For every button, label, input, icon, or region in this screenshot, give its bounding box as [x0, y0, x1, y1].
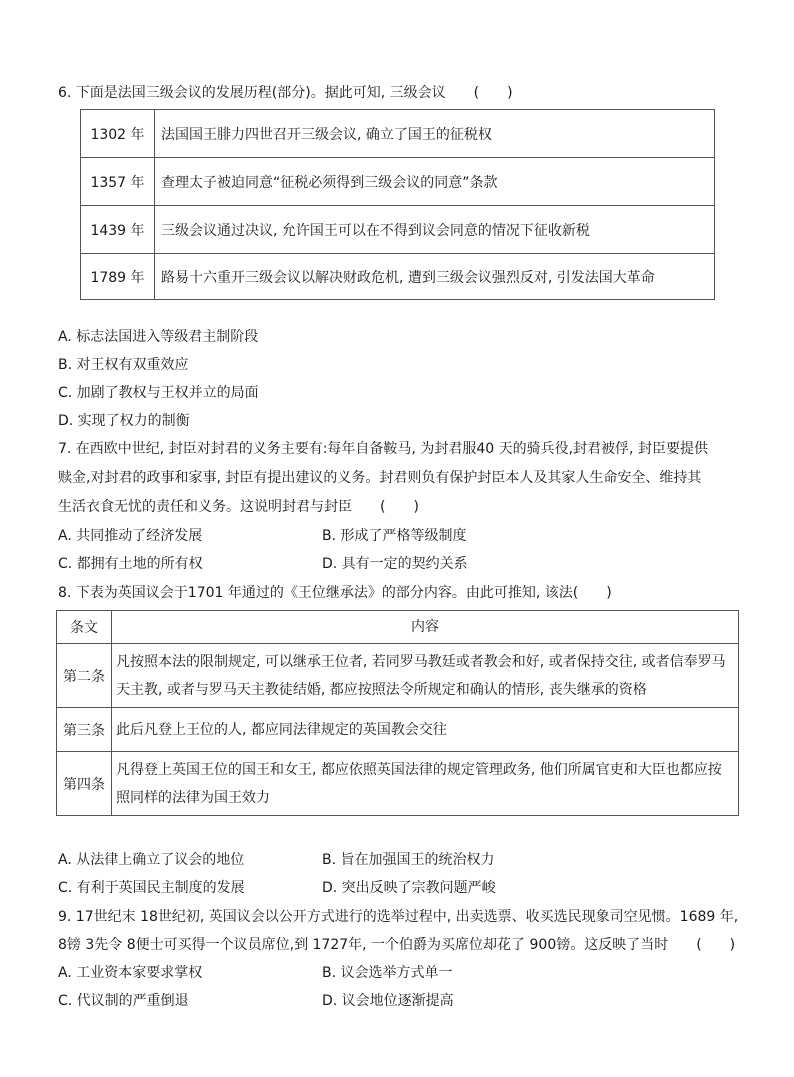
q9-option-c[interactable]: C. 代议制的严重倒退 — [58, 993, 189, 1009]
q6-option-b[interactable]: B. 对王权有双重效应 — [58, 357, 189, 373]
q6-table — [80, 109, 715, 300]
q8-option-c[interactable]: C. 有利于英国民主制度的发展 — [58, 880, 245, 896]
table-row — [57, 752, 739, 816]
year-cell: 1302 年 — [81, 110, 155, 158]
q8-option-a[interactable]: A. 从法律上确立了议会的地位 — [58, 852, 245, 868]
q9-option-a[interactable]: A. 工业资本家要求掌权 — [58, 965, 203, 981]
content-cell: 凡按照本法的限制规定, 可以继承王位者, 若同罗马教廷或者教会和好, 或者保持交往, 或者信奉罗马天主教, 或者与罗马天主教徒结婚, 都应按照法令所规定和确认的情形, 丧失继承的资格 — [112, 644, 739, 708]
q7-option-a[interactable]: A. 共同推动了经济发展 — [58, 528, 203, 544]
content-cell: 凡得登上英国王位的国王和女王, 都应依照英国法律的规定管理政务, 他们所属官吏和大臣也都应按照同样的法律为国王效力 — [112, 752, 739, 816]
q9-stem-line2: 8镑 3先令 8便士可买得一个议员席位,到 1727年, 一个伯爵为买席位却花了 900镑。这反映了当时 ( ) — [58, 937, 736, 953]
table-row — [81, 206, 715, 254]
year-cell: 1789 年 — [81, 254, 155, 300]
event-cell: 法国国王腓力四世召开三级会议, 确立了国王的征税权 — [155, 110, 715, 158]
q9-option-b[interactable]: B. 议会选举方式单一 — [322, 965, 453, 981]
content-cell: 此后凡登上王位的人, 都应同法律规定的英国教会交往 — [112, 708, 739, 752]
q6-option-c[interactable]: C. 加剧了教权与王权并立的局面 — [58, 385, 259, 401]
table-row — [57, 644, 739, 708]
q9-option-d[interactable]: D. 议会地位逐渐提高 — [322, 993, 454, 1009]
event-cell: 路易十六重开三级会议以解决财政危机, 遭到三级会议强烈反对, 引发法国大革命 — [155, 254, 715, 300]
event-cell: 三级会议通过决议, 允许国王可以在不得到议会同意的情况下征收新税 — [155, 206, 715, 254]
table-header-row — [57, 611, 739, 644]
clause-cell: 第二条 — [57, 644, 112, 708]
year-cell: 1357 年 — [81, 158, 155, 206]
q7-stem-line1: 7. 在西欧中世纪, 封臣对封君的义务主要有:每年自备鞍马, 为封君服40 天的骑兵役,封君被俘, 封臣要提供 — [58, 441, 708, 457]
q9-stem-line1: 9. 17世纪末 18世纪初, 英国议会以公开方式进行的选举过程中, 出卖选票、收买选民现象司空见惯。1689 年, — [58, 909, 739, 925]
clause-cell: 第四条 — [57, 752, 112, 816]
table-row — [81, 158, 715, 206]
q6-stem: 6. 下面是法国三级会议的发展历程(部分)。据此可知, 三级会议 ( ) — [58, 85, 513, 101]
clause-cell: 第三条 — [57, 708, 112, 752]
content-header: 内容 — [112, 611, 739, 644]
year-cell: 1439 年 — [81, 206, 155, 254]
event-cell: 查理太子被迫同意“征税必须得到三级会议的同意”条款 — [155, 158, 715, 206]
q7-option-b[interactable]: B. 形成了严格等级制度 — [322, 528, 467, 544]
clause-header: 条文 — [57, 611, 112, 644]
q8-option-d[interactable]: D. 突出反映了宗教问题严峻 — [322, 880, 496, 896]
table-row — [57, 708, 739, 752]
q6-option-d[interactable]: D. 实现了权力的制衡 — [58, 413, 190, 429]
q7-stem-line3: 生活衣食无忧的责任和义务。这说明封君与封臣 ( ) — [58, 499, 419, 515]
q7-stem-line2: 赎金,对封君的政事和家事, 封臣有提出建议的义务。封君则负有保护封臣本人及其家人生命安全、维持其 — [58, 470, 702, 486]
q6-option-a[interactable]: A. 标志法国进入等级君主制阶段 — [58, 329, 259, 345]
table-row — [81, 254, 715, 300]
table-row — [81, 110, 715, 158]
q8-table — [56, 610, 739, 816]
q8-stem: 8. 下表为英国议会于1701 年通过的《王位继承法》的部分内容。由此可推知, 该法( ) — [58, 585, 612, 601]
q8-option-b[interactable]: B. 旨在加强国王的统治权力 — [322, 852, 495, 868]
q7-option-c[interactable]: C. 都拥有土地的所有权 — [58, 556, 203, 572]
q7-option-d[interactable]: D. 具有一定的契约关系 — [322, 556, 468, 572]
